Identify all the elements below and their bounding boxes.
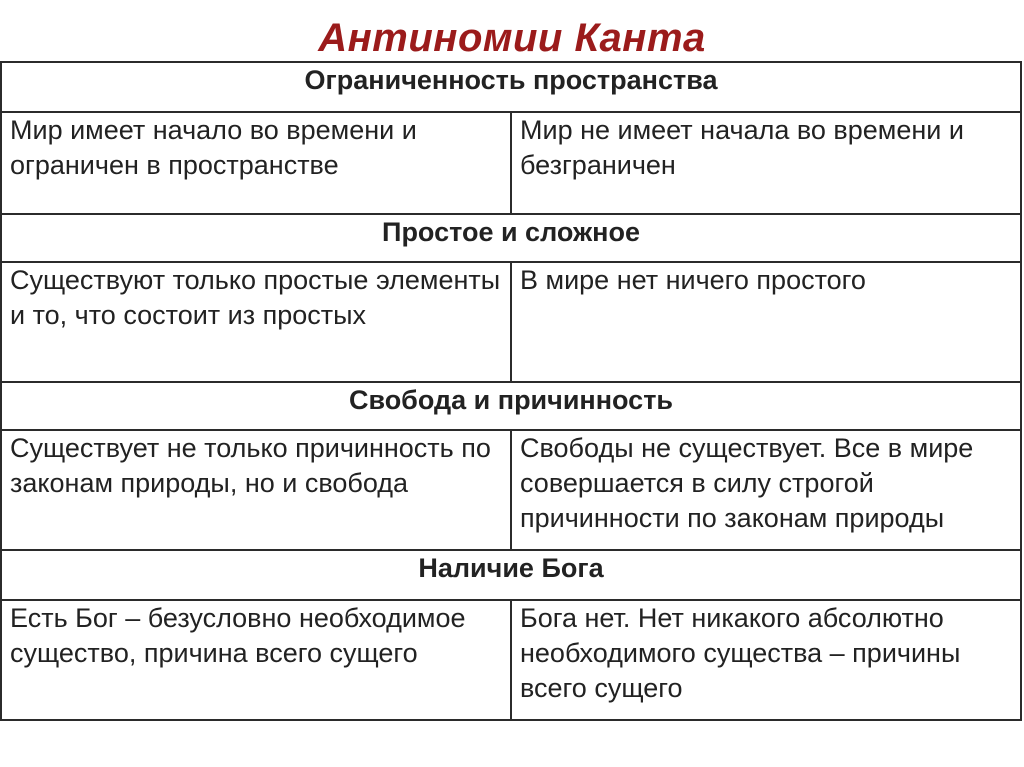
antithesis-cell: Свободы не существует. Все в мире совершается в силу строгой причинности по законам природы	[511, 430, 1021, 550]
table-row	[1, 62, 1021, 112]
thesis-cell: Существует не только причинность по законам природы, но и свобода	[1, 430, 511, 550]
thesis-cell: Мир имеет начало во времени и ограничен в пространстве	[1, 112, 511, 214]
table-row	[1, 112, 1021, 214]
table-row	[1, 382, 1021, 430]
thesis-cell: Существуют только простые элементы и то, что состоит из простых	[1, 262, 511, 382]
section-heading: Наличие Бога	[1, 550, 1021, 600]
thesis-cell: Есть Бог – безусловно необходимое существо, причина всего сущего	[1, 600, 511, 720]
table-row	[1, 600, 1021, 720]
slide-title: Антиномии Канта	[318, 16, 706, 60]
antinomies-table	[0, 61, 1022, 721]
antithesis-cell: Мир не имеет начала во времени и безграничен	[511, 112, 1021, 214]
table-row	[1, 214, 1021, 262]
section-heading: Свобода и причинность	[1, 382, 1021, 430]
antithesis-cell: В мире нет ничего простого	[511, 262, 1021, 382]
antithesis-cell: Бога нет. Нет никакого абсолютно необходимого существа – причины всего сущего	[511, 600, 1021, 720]
section-heading: Простое и сложное	[1, 214, 1021, 262]
section-heading: Ограниченность пространства	[1, 62, 1021, 112]
table-row	[1, 262, 1021, 382]
table-row	[1, 430, 1021, 550]
table-row	[1, 550, 1021, 600]
